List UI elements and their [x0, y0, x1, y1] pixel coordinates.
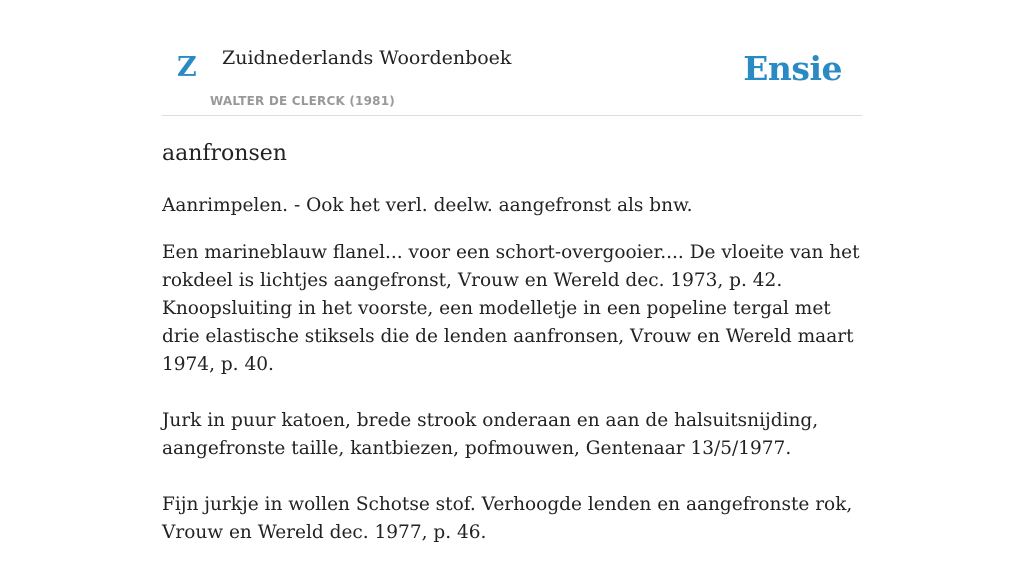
entry-definition: Aanrimpelen. - Ook het verl. deelw. aangefronst als bnw.: [162, 195, 693, 216]
citation-paragraph: Een marineblauw flanel... voor een schort-overgooier.... De vloeite van het rokdeel is lichtjes aangefronst, Vrouw en Wereld dec. 1973, p. 42. Knoopsluiting in het voorste, een modelletje in een popeline tergal met drie elastische stiksels die de lenden aanfronsen, Vrouw en Wereld maart 1974, p. 40.: [162, 242, 860, 375]
page-header: [162, 0, 862, 116]
dictionary-author: WALTER DE CLERCK (1981): [210, 94, 395, 108]
dictionary-title[interactable]: Zuidnederlands Woordenboek: [222, 47, 512, 69]
brand-logo[interactable]: Ensie: [743, 49, 842, 88]
page-container: [162, 0, 862, 543]
entry-body: [162, 192, 862, 575]
entry-headword: aanfronsen: [162, 141, 287, 166]
citation-paragraph: Jurk in puur katoen, brede strook onderaan en aan de halsuitsnijding, aangefronste taille, kantbiezen, pofmouwen, Gentenaar 13/5/1977.: [162, 410, 819, 459]
dictionary-logo[interactable]: Z: [177, 52, 197, 83]
citation-paragraph: Fijn jurkje in wollen Schotse stof. Verhoogde lenden en aangefronste rok, Vrouw en Wereld dec. 1977, p. 46.: [162, 494, 853, 543]
